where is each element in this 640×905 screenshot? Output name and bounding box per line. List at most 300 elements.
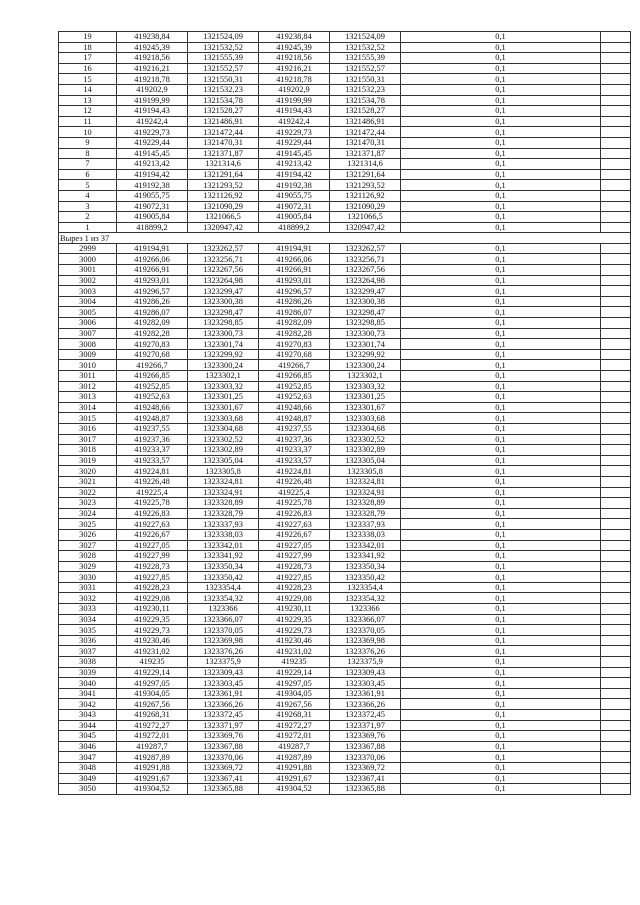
point-number-cell: 17 — [59, 53, 117, 64]
accuracy-cell: 0,1 — [401, 476, 601, 487]
y-coord-1-cell: 1323267,56 — [188, 265, 259, 276]
y-coord-2-cell: 1321371,87 — [330, 148, 401, 159]
empty-cell — [601, 731, 631, 742]
y-coord-1-cell: 1323305,8 — [188, 466, 259, 477]
y-coord-1-cell: 1323337,93 — [188, 519, 259, 530]
accuracy-cell: 0,1 — [401, 180, 601, 191]
table-row — [59, 254, 631, 265]
table-row — [59, 741, 631, 752]
y-coord-2-cell: 1323309,43 — [330, 667, 401, 678]
table-row — [59, 328, 631, 339]
table-row — [59, 381, 631, 392]
empty-cell — [601, 604, 631, 615]
point-number-cell: 3039 — [59, 667, 117, 678]
x-coord-2-cell: 419230,11 — [259, 604, 330, 615]
empty-cell — [601, 212, 631, 223]
table-row — [59, 434, 631, 445]
x-coord-2-cell: 419291,88 — [259, 762, 330, 773]
accuracy-cell: 0,1 — [401, 84, 601, 95]
y-coord-1-cell: 1323304,68 — [188, 423, 259, 434]
x-coord-2-cell: 419282,09 — [259, 318, 330, 329]
y-coord-2-cell: 1321090,29 — [330, 201, 401, 212]
point-number-cell: 1 — [59, 222, 117, 233]
point-number-cell: 3031 — [59, 582, 117, 593]
empty-cell — [601, 572, 631, 583]
table-row — [59, 180, 631, 191]
y-coord-1-cell: 1323342,01 — [188, 540, 259, 551]
y-coord-1-cell: 1323301,74 — [188, 339, 259, 350]
point-number-cell: 12 — [59, 106, 117, 117]
x-coord-2-cell: 419267,56 — [259, 699, 330, 710]
section-row — [59, 233, 631, 244]
x-coord-1-cell: 419226,67 — [117, 529, 188, 540]
x-coord-2-cell: 419245,39 — [259, 42, 330, 53]
table-row — [59, 423, 631, 434]
point-number-cell: 3032 — [59, 593, 117, 604]
point-number-cell: 3022 — [59, 487, 117, 498]
point-number-cell: 3006 — [59, 318, 117, 329]
point-number-cell: 5 — [59, 180, 117, 191]
y-coord-2-cell: 1321550,31 — [330, 74, 401, 85]
x-coord-2-cell: 419072,31 — [259, 201, 330, 212]
y-coord-1-cell: 1321532,52 — [188, 42, 259, 53]
empty-cell — [601, 423, 631, 434]
table-row — [59, 413, 631, 424]
table-row — [59, 508, 631, 519]
point-number-cell: 3019 — [59, 455, 117, 466]
table-row — [59, 222, 631, 233]
accuracy-cell: 0,1 — [401, 635, 601, 646]
y-coord-1-cell: 1323299,47 — [188, 286, 259, 297]
x-coord-2-cell: 419055,75 — [259, 190, 330, 201]
x-coord-1-cell: 419229,73 — [117, 127, 188, 138]
empty-cell — [601, 84, 631, 95]
empty-cell — [601, 74, 631, 85]
point-number-cell: 3007 — [59, 328, 117, 339]
empty-cell — [601, 275, 631, 286]
x-coord-1-cell: 419229,35 — [117, 614, 188, 625]
point-number-cell: 18 — [59, 42, 117, 53]
x-coord-2-cell: 419227,85 — [259, 572, 330, 583]
point-number-cell: 3030 — [59, 572, 117, 583]
x-coord-1-cell: 419194,91 — [117, 243, 188, 254]
accuracy-cell: 0,1 — [401, 296, 601, 307]
empty-cell — [601, 392, 631, 403]
table-row — [59, 710, 631, 721]
y-coord-2-cell: 1323369,72 — [330, 762, 401, 773]
accuracy-cell: 0,1 — [401, 604, 601, 615]
y-coord-2-cell: 1323300,38 — [330, 296, 401, 307]
x-coord-2-cell: 419293,01 — [259, 275, 330, 286]
y-coord-2-cell: 1323301,67 — [330, 402, 401, 413]
y-coord-1-cell: 1323375,9 — [188, 657, 259, 668]
y-coord-2-cell: 1323300,24 — [330, 360, 401, 371]
table-row — [59, 106, 631, 117]
point-number-cell: 3003 — [59, 286, 117, 297]
y-coord-2-cell: 1323328,89 — [330, 498, 401, 509]
x-coord-2-cell: 419229,14 — [259, 667, 330, 678]
x-coord-1-cell: 419291,67 — [117, 773, 188, 784]
empty-cell — [601, 190, 631, 201]
point-number-cell: 3025 — [59, 519, 117, 530]
x-coord-2-cell: 419202,9 — [259, 84, 330, 95]
x-coord-2-cell: 419228,23 — [259, 582, 330, 593]
table-row — [59, 402, 631, 413]
y-coord-2-cell: 1323370,05 — [330, 625, 401, 636]
empty-cell — [601, 519, 631, 530]
x-coord-1-cell: 419296,57 — [117, 286, 188, 297]
y-coord-1-cell: 1321293,52 — [188, 180, 259, 191]
point-number-cell: 3009 — [59, 349, 117, 360]
y-coord-2-cell: 1323366,07 — [330, 614, 401, 625]
y-coord-1-cell: 1320947,42 — [188, 222, 259, 233]
y-coord-2-cell: 1323369,76 — [330, 731, 401, 742]
table-row — [59, 63, 631, 74]
y-coord-1-cell: 1323309,43 — [188, 667, 259, 678]
y-coord-2-cell: 1323303,45 — [330, 678, 401, 689]
empty-cell — [601, 476, 631, 487]
x-coord-1-cell: 419268,31 — [117, 710, 188, 721]
x-coord-2-cell: 419218,56 — [259, 53, 330, 64]
y-coord-2-cell: 1323302,1 — [330, 371, 401, 382]
y-coord-2-cell: 1323300,73 — [330, 328, 401, 339]
accuracy-cell: 0,1 — [401, 572, 601, 583]
y-coord-2-cell: 1323372,45 — [330, 710, 401, 721]
y-coord-2-cell: 1323366,26 — [330, 699, 401, 710]
y-coord-2-cell: 1323256,71 — [330, 254, 401, 265]
x-coord-1-cell: 419194,42 — [117, 169, 188, 180]
empty-cell — [601, 63, 631, 74]
x-coord-2-cell: 419227,63 — [259, 519, 330, 530]
empty-cell — [601, 265, 631, 276]
y-coord-1-cell: 1323376,26 — [188, 646, 259, 657]
x-coord-2-cell: 419304,52 — [259, 784, 330, 795]
table-row — [59, 678, 631, 689]
empty-cell — [601, 371, 631, 382]
y-coord-1-cell: 1323328,79 — [188, 508, 259, 519]
y-coord-2-cell: 1323303,32 — [330, 381, 401, 392]
x-coord-2-cell: 419145,45 — [259, 148, 330, 159]
point-number-cell: 10 — [59, 127, 117, 138]
x-coord-2-cell: 419252,63 — [259, 392, 330, 403]
y-coord-1-cell: 1321066,5 — [188, 212, 259, 223]
x-coord-2-cell: 419229,73 — [259, 127, 330, 138]
x-coord-2-cell: 419194,42 — [259, 169, 330, 180]
y-coord-2-cell: 1323302,52 — [330, 434, 401, 445]
y-coord-2-cell: 1321532,23 — [330, 84, 401, 95]
x-coord-1-cell: 419242,4 — [117, 116, 188, 127]
accuracy-cell: 0,1 — [401, 254, 601, 265]
empty-cell — [601, 201, 631, 212]
y-coord-1-cell: 1323264,98 — [188, 275, 259, 286]
x-coord-1-cell: 419225,78 — [117, 498, 188, 509]
x-coord-2-cell: 419231,02 — [259, 646, 330, 657]
x-coord-2-cell: 419227,99 — [259, 551, 330, 562]
y-coord-2-cell: 1323262,57 — [330, 243, 401, 254]
y-coord-1-cell: 1323328,89 — [188, 498, 259, 509]
empty-cell — [601, 582, 631, 593]
y-coord-2-cell: 1323361,91 — [330, 688, 401, 699]
accuracy-cell: 0,1 — [401, 593, 601, 604]
empty-cell — [601, 32, 631, 43]
accuracy-cell: 0,1 — [401, 222, 601, 233]
accuracy-cell: 0,1 — [401, 773, 601, 784]
empty-cell — [601, 243, 631, 254]
accuracy-cell: 0,1 — [401, 752, 601, 763]
point-number-cell: 2999 — [59, 243, 117, 254]
accuracy-cell: 0,1 — [401, 32, 601, 43]
table-row — [59, 307, 631, 318]
y-coord-2-cell: 1321293,52 — [330, 180, 401, 191]
empty-cell — [601, 508, 631, 519]
empty-cell — [601, 561, 631, 572]
table-row — [59, 84, 631, 95]
point-number-cell: 3013 — [59, 392, 117, 403]
accuracy-cell: 0,1 — [401, 148, 601, 159]
y-coord-2-cell: 1321126,92 — [330, 190, 401, 201]
accuracy-cell: 0,1 — [401, 784, 601, 795]
x-coord-1-cell: 419228,23 — [117, 582, 188, 593]
table-row — [59, 604, 631, 615]
y-coord-2-cell: 1323328,79 — [330, 508, 401, 519]
y-coord-1-cell: 1321552,57 — [188, 63, 259, 74]
accuracy-cell: 0,1 — [401, 413, 601, 424]
x-coord-1-cell: 419267,56 — [117, 699, 188, 710]
x-coord-1-cell: 419199,99 — [117, 95, 188, 106]
x-coord-1-cell: 419245,39 — [117, 42, 188, 53]
y-coord-2-cell: 1321486,91 — [330, 116, 401, 127]
table-row — [59, 498, 631, 509]
table-row — [59, 53, 631, 64]
point-number-cell: 3040 — [59, 678, 117, 689]
point-number-cell: 3035 — [59, 625, 117, 636]
empty-cell — [601, 148, 631, 159]
accuracy-cell: 0,1 — [401, 339, 601, 350]
x-coord-1-cell: 419231,02 — [117, 646, 188, 657]
coordinates-table-container — [58, 31, 631, 795]
x-coord-1-cell: 419227,85 — [117, 572, 188, 583]
point-number-cell: 3023 — [59, 498, 117, 509]
accuracy-cell: 0,1 — [401, 699, 601, 710]
x-coord-2-cell: 419229,35 — [259, 614, 330, 625]
table-row — [59, 371, 631, 382]
x-coord-1-cell: 419055,75 — [117, 190, 188, 201]
x-coord-2-cell: 419213,42 — [259, 159, 330, 170]
y-coord-1-cell: 1321314,6 — [188, 159, 259, 170]
y-coord-2-cell: 1323367,41 — [330, 773, 401, 784]
x-coord-1-cell: 419237,55 — [117, 423, 188, 434]
x-coord-2-cell: 419291,67 — [259, 773, 330, 784]
point-number-cell: 4 — [59, 190, 117, 201]
x-coord-1-cell: 419230,46 — [117, 635, 188, 646]
table-row — [59, 572, 631, 583]
empty-cell — [601, 159, 631, 170]
y-coord-1-cell: 1321291,64 — [188, 169, 259, 180]
x-coord-1-cell: 419252,85 — [117, 381, 188, 392]
y-coord-2-cell: 1323341,92 — [330, 551, 401, 562]
x-coord-1-cell: 419228,73 — [117, 561, 188, 572]
table-row — [59, 137, 631, 148]
y-coord-1-cell: 1323302,89 — [188, 445, 259, 456]
y-coord-1-cell: 1321524,09 — [188, 32, 259, 43]
x-coord-2-cell: 419266,85 — [259, 371, 330, 382]
x-coord-1-cell: 419282,28 — [117, 328, 188, 339]
y-coord-2-cell: 1323305,8 — [330, 466, 401, 477]
x-coord-2-cell: 419233,57 — [259, 455, 330, 466]
x-coord-2-cell: 419272,01 — [259, 731, 330, 742]
x-coord-1-cell: 419145,45 — [117, 148, 188, 159]
x-coord-2-cell: 419242,4 — [259, 116, 330, 127]
y-coord-1-cell: 1323303,68 — [188, 413, 259, 424]
empty-cell — [601, 318, 631, 329]
empty-cell — [601, 413, 631, 424]
x-coord-2-cell: 419286,26 — [259, 296, 330, 307]
table-row — [59, 318, 631, 329]
point-number-cell: 3005 — [59, 307, 117, 318]
y-coord-1-cell: 1323299,92 — [188, 349, 259, 360]
accuracy-cell: 0,1 — [401, 519, 601, 530]
y-coord-1-cell: 1323370,05 — [188, 625, 259, 636]
point-number-cell: 3048 — [59, 762, 117, 773]
table-body-upper — [59, 32, 631, 233]
x-coord-2-cell: 419248,87 — [259, 413, 330, 424]
x-coord-1-cell: 419005,84 — [117, 212, 188, 223]
table-row — [59, 265, 631, 276]
accuracy-cell: 0,1 — [401, 646, 601, 657]
accuracy-cell: 0,1 — [401, 498, 601, 509]
accuracy-cell: 0,1 — [401, 116, 601, 127]
x-coord-1-cell: 419270,68 — [117, 349, 188, 360]
x-coord-1-cell: 419226,83 — [117, 508, 188, 519]
y-coord-2-cell: 1323366 — [330, 604, 401, 615]
accuracy-cell: 0,1 — [401, 762, 601, 773]
x-coord-2-cell: 419005,84 — [259, 212, 330, 223]
y-coord-2-cell: 1323267,56 — [330, 265, 401, 276]
y-coord-2-cell: 1323324,81 — [330, 476, 401, 487]
accuracy-cell: 0,1 — [401, 74, 601, 85]
table-row — [59, 190, 631, 201]
accuracy-cell: 0,1 — [401, 487, 601, 498]
y-coord-2-cell: 1323298,47 — [330, 307, 401, 318]
point-number-cell: 2 — [59, 212, 117, 223]
y-coord-1-cell: 1323367,41 — [188, 773, 259, 784]
y-coord-1-cell: 1323365,88 — [188, 784, 259, 795]
point-number-cell: 16 — [59, 63, 117, 74]
accuracy-cell: 0,1 — [401, 657, 601, 668]
x-coord-2-cell: 419229,08 — [259, 593, 330, 604]
accuracy-cell: 0,1 — [401, 275, 601, 286]
x-coord-1-cell: 419229,44 — [117, 137, 188, 148]
table-row — [59, 212, 631, 223]
accuracy-cell: 0,1 — [401, 561, 601, 572]
y-coord-1-cell: 1323354,32 — [188, 593, 259, 604]
accuracy-cell: 0,1 — [401, 243, 601, 254]
empty-cell — [601, 286, 631, 297]
empty-cell — [601, 381, 631, 392]
table-row — [59, 667, 631, 678]
table-row — [59, 339, 631, 350]
x-coord-2-cell: 419226,83 — [259, 508, 330, 519]
x-coord-1-cell: 419293,01 — [117, 275, 188, 286]
x-coord-1-cell: 418899,2 — [117, 222, 188, 233]
x-coord-2-cell: 419270,68 — [259, 349, 330, 360]
empty-cell — [601, 551, 631, 562]
table-row — [59, 540, 631, 551]
accuracy-cell: 0,1 — [401, 688, 601, 699]
table-row — [59, 625, 631, 636]
point-number-cell: 3027 — [59, 540, 117, 551]
y-coord-1-cell: 1323262,57 — [188, 243, 259, 254]
y-coord-1-cell: 1323300,38 — [188, 296, 259, 307]
table-row — [59, 773, 631, 784]
accuracy-cell: 0,1 — [401, 423, 601, 434]
y-coord-2-cell: 1323301,74 — [330, 339, 401, 350]
x-coord-2-cell: 419194,43 — [259, 106, 330, 117]
x-coord-1-cell: 419270,83 — [117, 339, 188, 350]
table-row — [59, 720, 631, 731]
y-coord-2-cell: 1323370,06 — [330, 752, 401, 763]
empty-cell — [601, 360, 631, 371]
y-coord-2-cell: 1323305,04 — [330, 455, 401, 466]
y-coord-1-cell: 1323256,71 — [188, 254, 259, 265]
y-coord-2-cell: 1323354,32 — [330, 593, 401, 604]
y-coord-2-cell: 1323264,98 — [330, 275, 401, 286]
accuracy-cell: 0,1 — [401, 392, 601, 403]
x-coord-2-cell: 419287,7 — [259, 741, 330, 752]
point-number-cell: 3042 — [59, 699, 117, 710]
table-row — [59, 32, 631, 43]
x-coord-2-cell: 419229,44 — [259, 137, 330, 148]
table-row — [59, 731, 631, 742]
table-row — [59, 159, 631, 170]
x-coord-2-cell: 419266,7 — [259, 360, 330, 371]
y-coord-2-cell: 1323303,68 — [330, 413, 401, 424]
y-coord-2-cell: 1323299,47 — [330, 286, 401, 297]
y-coord-1-cell: 1323302,1 — [188, 371, 259, 382]
y-coord-1-cell: 1321486,91 — [188, 116, 259, 127]
y-coord-1-cell: 1323303,32 — [188, 381, 259, 392]
empty-cell — [601, 784, 631, 795]
y-coord-1-cell: 1323366,07 — [188, 614, 259, 625]
table-row — [59, 688, 631, 699]
accuracy-cell: 0,1 — [401, 678, 601, 689]
y-coord-1-cell: 1323350,42 — [188, 572, 259, 583]
table-row — [59, 275, 631, 286]
y-coord-2-cell: 1321291,64 — [330, 169, 401, 180]
accuracy-cell: 0,1 — [401, 540, 601, 551]
y-coord-1-cell: 1323361,91 — [188, 688, 259, 699]
y-coord-2-cell: 1323342,01 — [330, 540, 401, 551]
point-number-cell: 3045 — [59, 731, 117, 742]
y-coord-1-cell: 1321550,31 — [188, 74, 259, 85]
empty-cell — [601, 455, 631, 466]
point-number-cell: 3017 — [59, 434, 117, 445]
table-row — [59, 752, 631, 763]
x-coord-2-cell: 419194,91 — [259, 243, 330, 254]
y-coord-1-cell: 1323301,67 — [188, 402, 259, 413]
x-coord-2-cell: 418899,2 — [259, 222, 330, 233]
accuracy-cell: 0,1 — [401, 212, 601, 223]
x-coord-1-cell: 419227,63 — [117, 519, 188, 530]
empty-cell — [601, 657, 631, 668]
x-coord-1-cell: 419272,01 — [117, 731, 188, 742]
accuracy-cell: 0,1 — [401, 434, 601, 445]
x-coord-1-cell: 419216,21 — [117, 63, 188, 74]
x-coord-2-cell: 419225,4 — [259, 487, 330, 498]
accuracy-cell: 0,1 — [401, 190, 601, 201]
x-coord-2-cell: 419226,67 — [259, 529, 330, 540]
y-coord-1-cell: 1323366,26 — [188, 699, 259, 710]
